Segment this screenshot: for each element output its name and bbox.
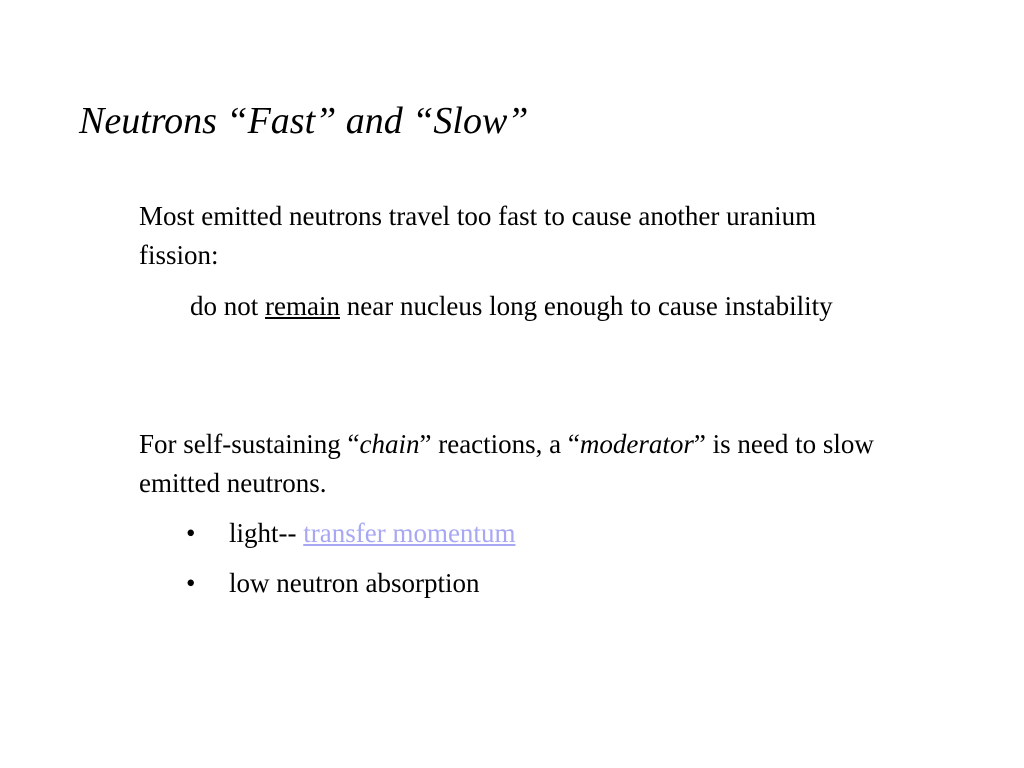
- list-item-low-absorption-text: low neutron absorption: [229, 568, 480, 598]
- emphasis-chain: chain: [359, 429, 420, 459]
- detail-suffix: near nucleus long enough to cause instability: [339, 291, 833, 321]
- moderator-text-part3: ” is need to slow emitted neutrons.: [139, 429, 874, 498]
- list-item-light-prefix: light--: [229, 518, 304, 548]
- paragraph-fast-neutrons-detail: [190, 287, 890, 326]
- moderator-text-part2: ” reactions, a “: [419, 429, 580, 459]
- detail-prefix: do not: [190, 291, 266, 321]
- moderator-text-part1: For self-sustaining “: [139, 429, 360, 459]
- transfer-momentum-link[interactable]: transfer momentum: [303, 518, 516, 548]
- list-item-low-absorption: [139, 564, 515, 603]
- emphasis-moderator: moderator: [579, 429, 694, 459]
- slide-title: Neutrons “Fast” and “Slow”: [79, 100, 529, 142]
- paragraph-fast-neutrons: Most emitted neutrons travel too fast to cause another uranium fission:: [139, 201, 817, 270]
- list-item-light: [139, 514, 515, 553]
- underlined-word-remain: remain: [265, 291, 340, 321]
- paragraph-moderator: [139, 425, 919, 503]
- bullet-icon: •: [186, 518, 196, 548]
- bullet-icon: •: [186, 568, 196, 598]
- moderator-requirements-list: [139, 514, 515, 614]
